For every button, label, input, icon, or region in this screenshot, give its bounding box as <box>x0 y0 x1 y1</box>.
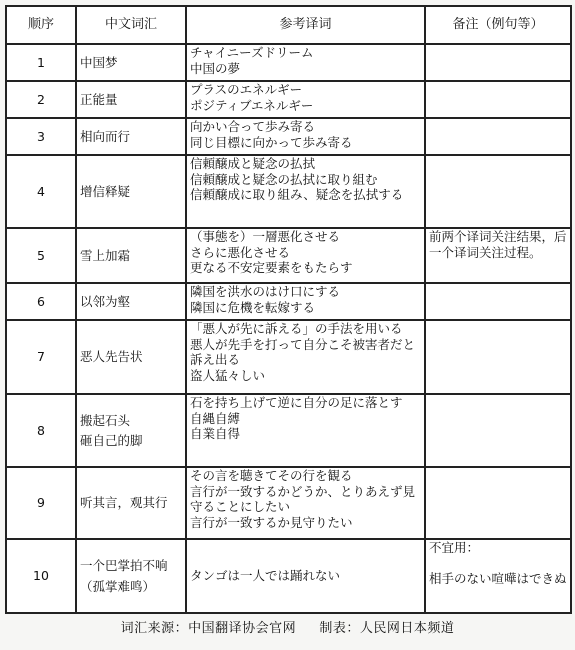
note-spacer <box>429 556 567 571</box>
term-line: 相向而行 <box>80 128 131 144</box>
row-notes <box>425 118 571 155</box>
term-line: 一个巴掌拍不响 <box>80 558 168 573</box>
term-line: 恶人先告状 <box>80 349 143 365</box>
row-term <box>76 118 186 155</box>
row-seq: 1 <box>6 44 76 81</box>
reference-line: 同じ目標に向かって歩み寄る <box>190 134 353 150</box>
row-term <box>76 394 186 467</box>
row-notes <box>425 81 571 118</box>
reference-line: 「悪人が先に訴える」の手法を用いる <box>190 321 403 336</box>
row-reference <box>186 320 425 394</box>
reference-line: 悪人が先手を打って自分こそ被害者だと訴え出る <box>190 336 416 367</box>
table-row <box>6 283 571 320</box>
row-term <box>76 228 186 283</box>
header-seq: 顺序 <box>6 6 76 44</box>
header-term: 中文词汇 <box>76 6 186 44</box>
term-line: 正能量 <box>80 91 118 107</box>
row-seq: 9 <box>6 467 76 539</box>
term-line: 中国梦 <box>80 54 118 70</box>
reference-line: 信頼醸成と疑念の払拭 <box>190 156 316 171</box>
row-reference <box>186 539 425 613</box>
row-seq: 3 <box>6 118 76 155</box>
row-seq: 10 <box>6 539 76 613</box>
table-row <box>6 155 571 228</box>
term-line: 雪上加霜 <box>80 247 131 263</box>
row-reference <box>186 228 425 283</box>
row-term <box>76 81 186 118</box>
footer-source: 词汇来源：中国翻译协会官网 <box>120 621 297 636</box>
row-notes <box>425 539 571 613</box>
row-seq: 2 <box>6 81 76 118</box>
row-reference <box>186 155 425 228</box>
row-notes <box>425 155 571 228</box>
header-notes: 备注（例句等） <box>425 6 571 44</box>
row-reference <box>186 44 425 81</box>
row-notes <box>425 228 571 283</box>
reference-line: 更なる不安定要素をもたらす <box>190 260 353 275</box>
note-line: 不宜用： <box>429 540 480 555</box>
row-notes <box>425 394 571 467</box>
row-term <box>76 320 186 394</box>
row-reference <box>186 81 425 118</box>
row-notes <box>425 467 571 539</box>
table-row <box>6 228 571 283</box>
reference-line: （事態を）一層悪化させる <box>190 229 341 244</box>
table-row <box>6 394 571 467</box>
reference-line: 自縄自縛 <box>190 410 241 426</box>
row-notes <box>425 283 571 320</box>
reference-line: 向かい合って歩み寄る <box>190 119 316 134</box>
table-row <box>6 118 571 155</box>
row-seq: 4 <box>6 155 76 228</box>
reference-line: 自業自得 <box>190 426 241 441</box>
header-row <box>6 6 571 44</box>
reference-line: 信頼醸成と疑念の払拭に取り組む <box>190 171 378 187</box>
term-line: 搬起石头 <box>80 412 131 428</box>
glossary-body <box>6 44 571 613</box>
row-seq: 7 <box>6 320 76 394</box>
table-row <box>6 320 571 394</box>
reference-line: 石を持ち上げて逆に自分の足に落とす <box>190 395 403 410</box>
reference-line: プラスのエネルギー <box>190 82 303 97</box>
table-row <box>6 539 571 613</box>
glossary-table <box>5 5 572 614</box>
row-notes <box>425 320 571 394</box>
table-row <box>6 81 571 118</box>
row-term <box>76 44 186 81</box>
reference-line: タンゴは一人では踊れない <box>190 568 341 584</box>
row-seq: 8 <box>6 394 76 467</box>
reference-line: 信頼醸成に取り組み、疑念を払拭する <box>190 187 404 202</box>
note-line: 相手のない喧嘩はできぬ <box>429 570 567 586</box>
footer-credit: 制表：人民网日本频道 <box>319 621 455 636</box>
reference-line: その言を聴きてその行を観る <box>190 468 353 483</box>
reference-line: 言行が一致するかどうか、とりあえず見守ることにしたい <box>190 483 416 514</box>
row-term <box>76 539 186 613</box>
term-line: 听其言，观其行 <box>80 495 168 511</box>
row-reference <box>186 283 425 320</box>
row-reference <box>186 118 425 155</box>
header-reference: 参考译词 <box>186 6 425 44</box>
row-reference <box>186 467 425 539</box>
term-line: （孤掌难鸣） <box>80 578 156 594</box>
reference-line: 盗人猛々しい <box>190 367 266 383</box>
row-term <box>76 467 186 539</box>
table-row <box>6 44 571 81</box>
reference-line: 隣国を洪水のはけ口にする <box>190 284 341 299</box>
row-term <box>76 283 186 320</box>
term-line: 增信释疑 <box>80 183 131 199</box>
note-line: 前两个译词关注结果，后一个译词关注过程。 <box>429 229 567 260</box>
row-reference <box>186 394 425 467</box>
term-line: 砸自己的脚 <box>80 433 143 448</box>
row-term <box>76 155 186 228</box>
reference-line: チャイニーズドリーム <box>190 45 314 60</box>
row-seq: 6 <box>6 283 76 320</box>
term-line: 以邻为壑 <box>80 293 131 309</box>
reference-line: 隣国に危機を転嫁する <box>190 299 316 315</box>
table-footer <box>0 617 575 636</box>
reference-line: さらに悪化させる <box>190 244 291 260</box>
table-row <box>6 467 571 539</box>
row-notes <box>425 44 571 81</box>
reference-line: 言行が一致するか見守りたい <box>190 514 353 530</box>
row-seq: 5 <box>6 228 76 283</box>
reference-line: 中国の夢 <box>190 60 241 76</box>
reference-line: ポジティブエネルギー <box>190 97 314 113</box>
